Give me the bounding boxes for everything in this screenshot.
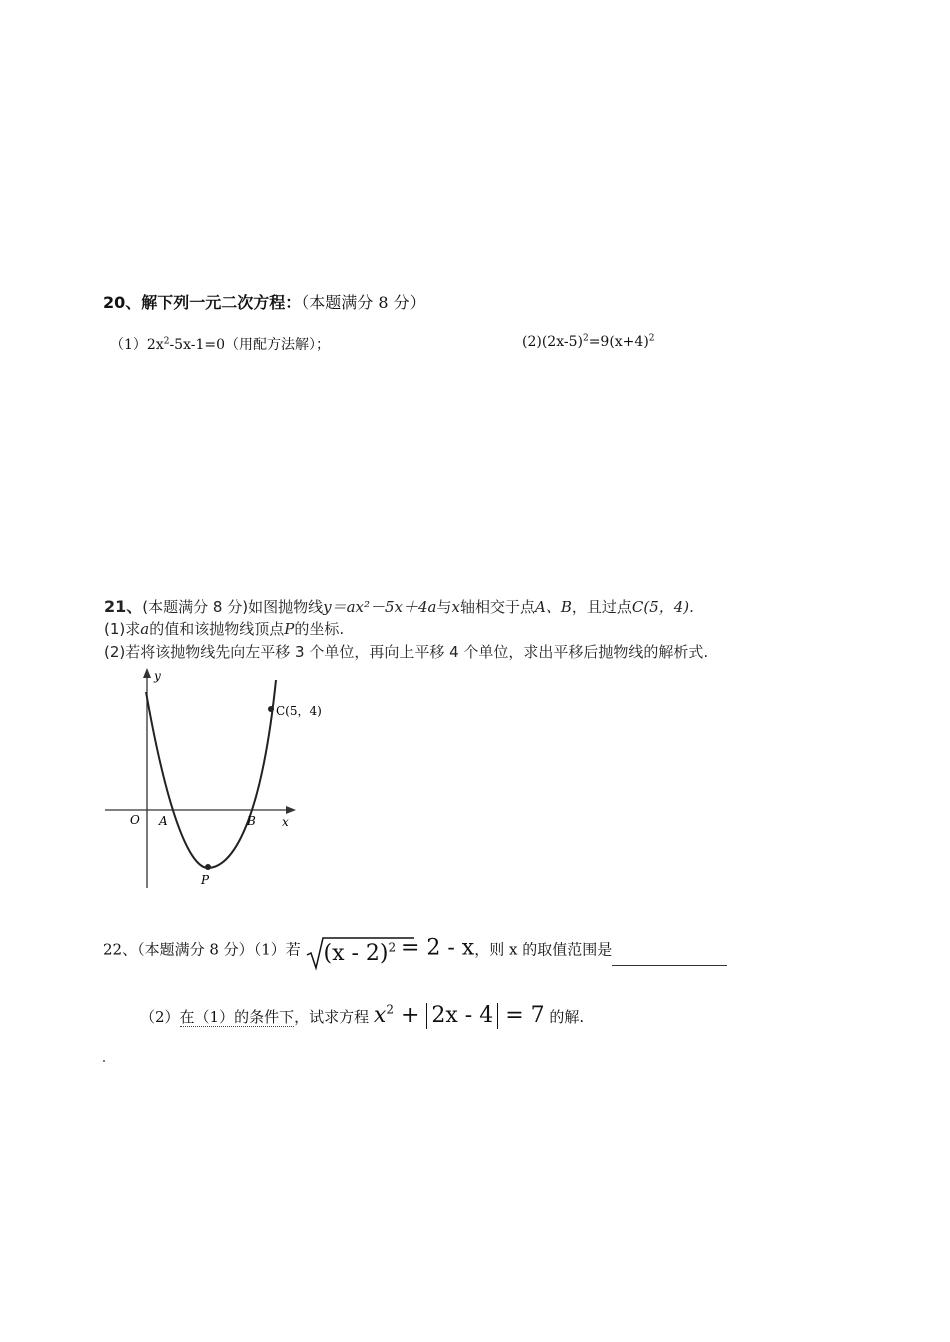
sqrt-inner: (x - 2) <box>323 941 389 966</box>
q22-p1-prefix: （1）若 <box>253 940 301 959</box>
parabola-graph <box>100 664 322 892</box>
q22-part2 <box>140 1003 584 1029</box>
q21-sub2: (2)若将该抛物线先向左平移 3 个单位，再向上平移 4 个单位，求出平移后抛物线的解析式. <box>104 643 709 661</box>
q21-sub1-p: P <box>284 620 295 638</box>
q20-number: 20、 <box>103 293 142 312</box>
q21-points-ab: A、B <box>534 598 572 616</box>
point-p-dot <box>205 864 211 870</box>
q21-sub1 <box>104 618 344 639</box>
q22-p2-mid: ，试求方程 <box>294 1008 370 1026</box>
q21-xvar: x <box>451 598 460 616</box>
q21-number: 21、 <box>104 597 143 616</box>
q22-number: 22、 <box>103 940 138 959</box>
eq2-rhs: = 7 <box>498 1003 545 1028</box>
eq2-abs: 2x - 4 <box>426 1003 498 1029</box>
eq2-x: x <box>373 1003 387 1028</box>
q22-part1 <box>103 935 727 966</box>
x-axis-arrow <box>286 806 296 814</box>
q22-rhs: = 2 - x <box>400 935 475 961</box>
q22-score: （本题满分 8 分） <box>137 940 254 959</box>
q22-p2-suffix: 的解. <box>549 1008 585 1026</box>
eq2-exp: 2 <box>386 1002 394 1017</box>
q21-score: (本题满分 8 分) <box>142 598 249 616</box>
q20-p2-exp: 2 <box>582 333 589 344</box>
stray-mark <box>103 1060 105 1062</box>
label-b: B <box>247 814 256 828</box>
q20-part2 <box>522 334 655 350</box>
q20-p1-exp: 2 <box>163 336 170 347</box>
q20-p2-mid: =9(x+4) <box>588 334 649 350</box>
point-c-dot <box>268 706 274 712</box>
q21-point-c: C(5，4). <box>631 598 694 616</box>
q20-part1 <box>110 334 330 354</box>
q20-p2-exp2: 2 <box>648 333 655 344</box>
sqrt-exp: 2 <box>388 940 397 955</box>
q21-sub1-a: a <box>140 620 150 638</box>
parabola-curve <box>146 680 276 868</box>
label-c: C(5，4) <box>276 704 322 718</box>
q21-sub1-suffix: 的坐标. <box>294 620 345 638</box>
q20-p1-prefix: （1）2x <box>110 337 164 353</box>
q21-equation: y＝ax²－5x＋4a <box>323 598 437 616</box>
sqrt-sign <box>306 935 416 971</box>
q21-intro2: 与 <box>436 598 452 616</box>
q21-intro4: ，且过点 <box>571 598 632 616</box>
q21-intro3: 轴相交于点 <box>459 598 535 616</box>
q20-title: 解下列一元二次方程： <box>141 293 302 312</box>
q22-p2-dotted: 在（1）的条件下 <box>179 1008 295 1026</box>
q21-intro: 如图抛物线 <box>248 598 324 616</box>
equation-2 <box>374 1003 545 1028</box>
label-x: x <box>282 815 289 829</box>
q22-p1-suffix: ，则 x 的取值范围是 <box>474 940 613 959</box>
sqrt-expression <box>306 935 397 966</box>
y-axis-arrow <box>143 668 151 678</box>
label-y: y <box>154 669 161 683</box>
answer-blank[interactable] <box>612 949 727 966</box>
label-a: A <box>159 814 168 828</box>
q20-p1-suffix: -5x-1=0（用配方法解）； <box>169 337 331 353</box>
q21-sub1-mid: 的值和该抛物线顶点 <box>149 620 285 638</box>
q21-sub1-prefix: (1)求 <box>104 620 141 638</box>
q20-score: （本题满分 8 分） <box>301 293 426 312</box>
label-p: P <box>201 873 210 887</box>
eq2-plus: + <box>393 1003 427 1028</box>
q20-p2-prefix: (2)(2x-5) <box>522 334 583 350</box>
label-o: O <box>130 813 140 827</box>
q21-heading <box>104 594 694 617</box>
q22-p2-prefix: （2） <box>140 1008 180 1026</box>
q20-heading <box>103 290 426 313</box>
